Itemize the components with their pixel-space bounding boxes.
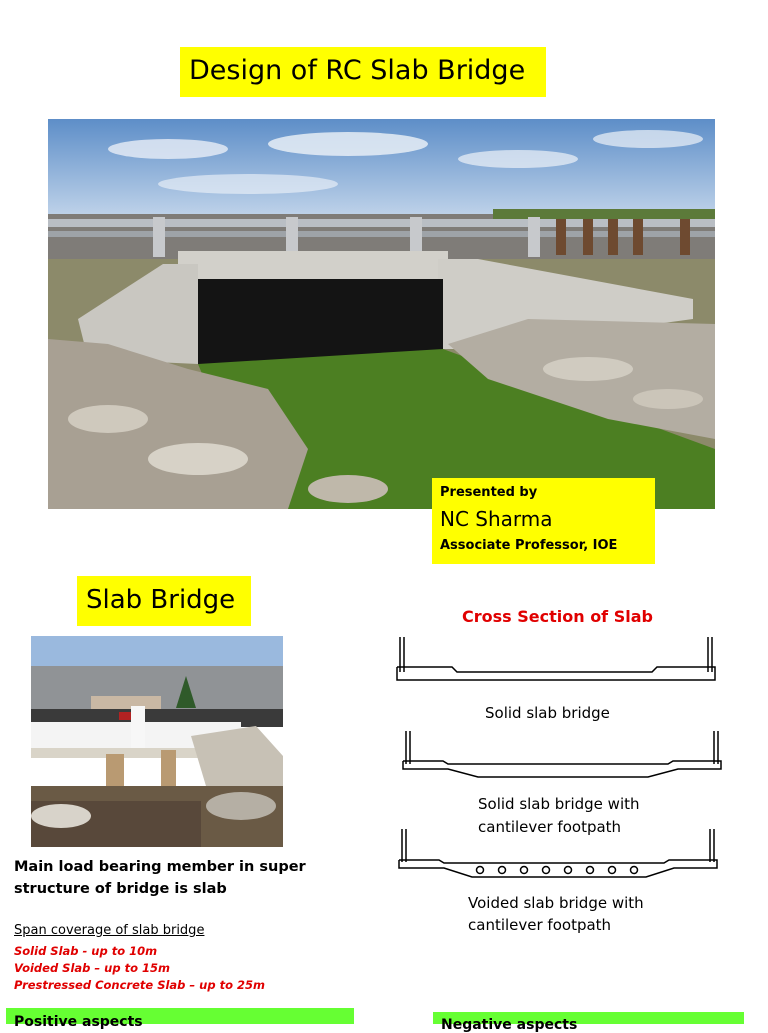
presenter-box <box>432 478 655 564</box>
span-coverage-title: Span coverage of slab bridge <box>14 923 205 938</box>
cross-section-title: Cross Section of Slab <box>462 607 653 626</box>
span-item-solid: Solid Slab - up to 10m <box>14 944 158 958</box>
cantilever-slab-label-2: cantilever footpath <box>478 818 622 836</box>
span-item-voided: Voided Slab – up to 15m <box>14 961 170 975</box>
description-line: Main load bearing member in super <box>14 859 306 875</box>
title-banner <box>180 47 546 97</box>
solid-slab-diagram <box>392 632 722 692</box>
presented-by-label: Presented by <box>440 485 538 500</box>
description <box>14 856 314 900</box>
voided-slab-label-2: cantilever footpath <box>468 916 612 934</box>
cantilever-slab-diagram <box>398 726 726 781</box>
positive-aspects-label: Positive aspects <box>14 1014 143 1030</box>
description-line: structure of bridge is slab <box>14 881 227 897</box>
section-heading-box <box>77 576 251 626</box>
negative-aspects-label: Negative aspects <box>441 1017 578 1033</box>
page-title: Design of RC Slab Bridge <box>189 55 526 86</box>
slab-bridge-photo <box>31 636 283 847</box>
cantilever-slab-label-1: Solid slab bridge with <box>478 795 640 813</box>
voided-slab-label-1: Voided slab bridge with <box>468 894 644 912</box>
negative-aspects-box <box>433 1012 744 1033</box>
span-item-prestressed: Prestressed Concrete Slab – up to 25m <box>14 978 265 992</box>
positive-aspects-box <box>6 1008 354 1030</box>
solid-slab-label: Solid slab bridge <box>485 704 610 722</box>
voided-slab-diagram <box>394 824 724 884</box>
section-heading: Slab Bridge <box>86 585 236 615</box>
hero-bridge-photo <box>48 119 715 509</box>
presenter-name: NC Sharma <box>440 507 553 531</box>
presenter-role: Associate Professor, IOE <box>440 538 618 553</box>
